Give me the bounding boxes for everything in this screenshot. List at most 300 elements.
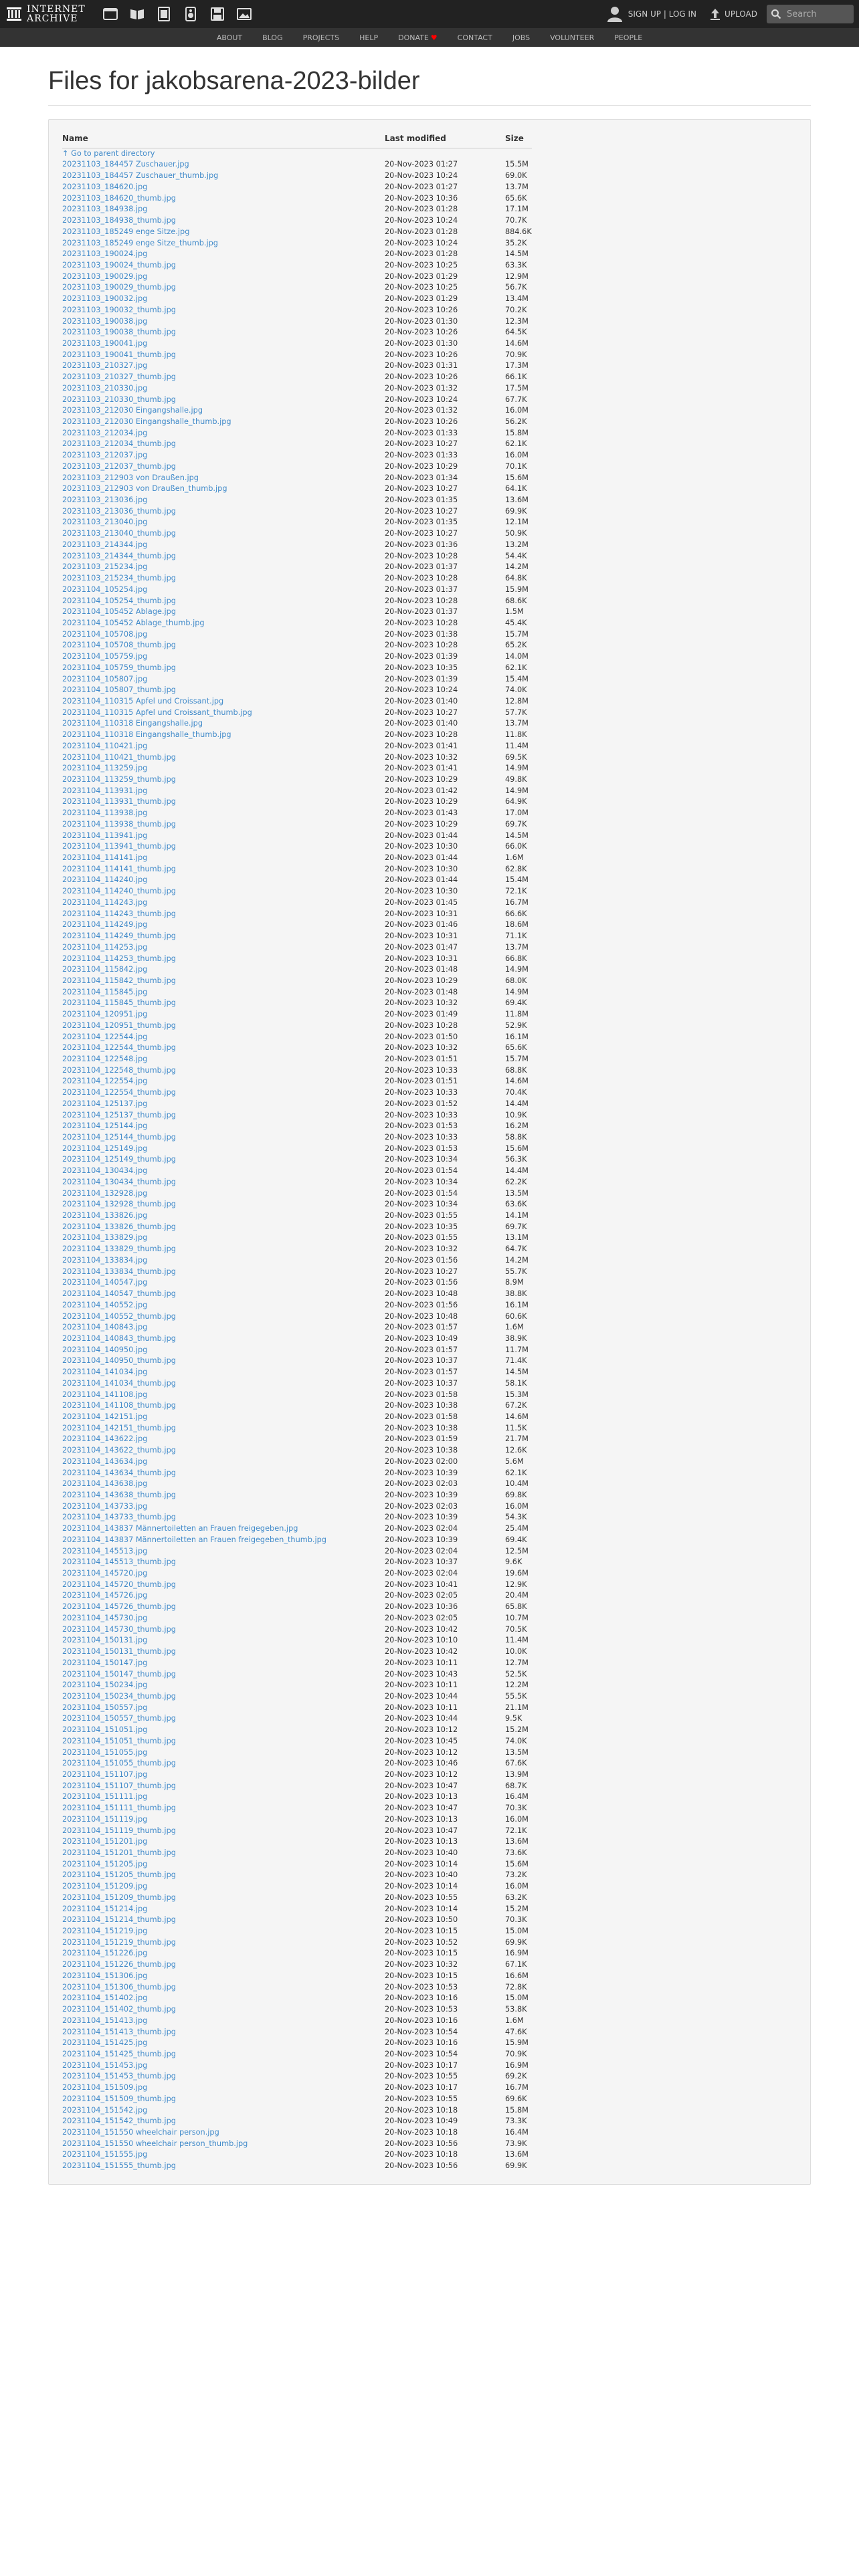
table-row (62, 897, 532, 909)
file-size: 69.4K (505, 998, 527, 1008)
file-link[interactable]: 20231104_151226_thumb.jpg (62, 1960, 176, 1969)
file-name-cell (62, 596, 385, 607)
file-link[interactable]: 20231104_133826.jpg (62, 1211, 148, 1220)
file-link[interactable]: 20231104_114253_thumb.jpg (62, 954, 176, 963)
file-link[interactable]: 20231103_212903 von Draußen.jpg (62, 473, 199, 482)
file-link[interactable]: 20231103_212034_thumb.jpg (62, 439, 176, 449)
web-icon[interactable] (102, 5, 119, 23)
file-link[interactable]: 20231104_114243_thumb.jpg (62, 909, 176, 918)
file-link[interactable]: 20231104_150557.jpg (62, 1703, 148, 1712)
table-row (62, 2127, 532, 2139)
file-link[interactable]: 20231103_213040.jpg (62, 518, 148, 527)
file-link[interactable]: 20231104_105708.jpg (62, 629, 148, 639)
table-row (62, 461, 532, 473)
file-link[interactable]: 20231104_141034_thumb.jpg (62, 1378, 176, 1388)
file-link[interactable]: 20231104_114249.jpg (62, 920, 148, 930)
file-link[interactable]: 20231104_151119.jpg (62, 1814, 148, 1824)
file-link[interactable]: 20231104_145730_thumb.jpg (62, 1624, 176, 1634)
file-link[interactable]: 20231104_105254_thumb.jpg (62, 596, 176, 605)
file-size: 14.9M (505, 965, 529, 974)
file-link[interactable]: 20231103_212037.jpg (62, 451, 148, 460)
file-link[interactable]: 20231104_122554_thumb.jpg (62, 1088, 176, 1097)
file-link[interactable]: 20231104_133829.jpg (62, 1233, 148, 1243)
file-link[interactable]: 20231104_151425_thumb.jpg (62, 2049, 176, 2058)
file-link[interactable]: 20231103_214344.jpg (62, 540, 148, 549)
file-modified: 20-Nov-2023 01:48 (385, 987, 458, 996)
file-link[interactable]: 20231104_145513_thumb.jpg (62, 1558, 176, 1567)
file-link[interactable]: 20231104_122544.jpg (62, 1032, 148, 1041)
search-box[interactable] (767, 5, 854, 23)
file-link[interactable]: 20231104_105759.jpg (62, 652, 148, 661)
file-link[interactable]: 20231104_110315 Apfel und Croissant_thumb.jpg (62, 708, 252, 717)
file-name-cell (62, 1893, 385, 1904)
file-link[interactable]: 20231104_151306_thumb.jpg (62, 1982, 176, 1992)
file-link[interactable]: 20231104_151051.jpg (62, 1725, 148, 1735)
file-link[interactable]: 20231104_122548.jpg (62, 1054, 148, 1063)
table-row (62, 551, 532, 562)
file-link[interactable]: 20231104_130434_thumb.jpg (62, 1177, 176, 1186)
file-link[interactable]: 20231104_140552.jpg (62, 1300, 148, 1309)
file-link[interactable]: 20231104_140843.jpg (62, 1323, 148, 1332)
file-modified: 20-Nov-2023 02:04 (385, 1524, 458, 1533)
table-row (62, 629, 532, 641)
file-link[interactable]: 20231104_140552_thumb.jpg (62, 1311, 176, 1321)
file-modified: 20-Nov-2023 01:35 (385, 496, 458, 505)
file-size: 66.6K (505, 909, 527, 918)
video-icon[interactable] (155, 5, 173, 23)
file-link[interactable]: 20231104_140843_thumb.jpg (62, 1333, 176, 1343)
file-link[interactable]: 20231104_151201.jpg (62, 1837, 148, 1846)
file-link[interactable]: 20231104_151542.jpg (62, 2105, 148, 2115)
file-name-cell (62, 428, 385, 439)
file-link[interactable]: 20231103_185249 enge Sitze_thumb.jpg (62, 238, 218, 247)
file-link[interactable]: 20231103_184938_thumb.jpg (62, 216, 176, 225)
nav-donate[interactable] (398, 33, 438, 42)
file-modified: 20-Nov-2023 01:51 (385, 1077, 458, 1086)
file-name-cell (62, 1848, 385, 1859)
file-link[interactable]: 20231104_105759_thumb.jpg (62, 663, 176, 672)
file-modified: 20-Nov-2023 10:30 (385, 887, 458, 896)
file-link[interactable]: 20231104_132928_thumb.jpg (62, 1200, 176, 1209)
file-link[interactable]: 20231104_151542_thumb.jpg (62, 2117, 176, 2126)
file-link[interactable]: 20231103_190024_thumb.jpg (62, 260, 176, 270)
file-link[interactable]: 20231103_190041_thumb.jpg (62, 350, 176, 359)
file-link[interactable]: 20231103_210327.jpg (62, 361, 148, 370)
file-modified: 20-Nov-2023 01:40 (385, 696, 458, 706)
file-link[interactable]: 20231103_190038_thumb.jpg (62, 328, 176, 337)
table-row (62, 730, 532, 741)
file-size: 15.6M (505, 473, 529, 482)
file-name-cell (62, 1792, 385, 1803)
file-size: 10.4M (505, 1479, 529, 1489)
file-link[interactable]: 20231104_130434.jpg (62, 1166, 148, 1176)
file-modified: 20-Nov-2023 10:15 (385, 1971, 458, 1980)
file-link[interactable]: 20231104_110421.jpg (62, 741, 148, 750)
file-name-cell (62, 1959, 385, 1971)
file-name-cell (62, 238, 385, 249)
file-name-cell (62, 1781, 385, 1792)
file-link[interactable]: 20231104_143837 Männertoiletten an Frauen freigegeben_thumb.jpg (62, 1535, 326, 1544)
file-link[interactable]: 20231104_142151.jpg (62, 1412, 148, 1421)
table-row (62, 573, 532, 584)
file-link[interactable]: 20231104_140547_thumb.jpg (62, 1289, 176, 1299)
file-link[interactable]: 20231104_151219.jpg (62, 1927, 148, 1936)
file-size: 15.0M (505, 1927, 529, 1936)
file-link[interactable]: 20231103_184457 Zuschauer_thumb.jpg (62, 171, 219, 181)
table-row (62, 1244, 532, 1255)
file-size: 74.0K (505, 685, 527, 695)
file-name-cell (62, 439, 385, 450)
file-link[interactable]: 20231104_141108_thumb.jpg (62, 1401, 176, 1410)
file-link[interactable]: 20231104_114141_thumb.jpg (62, 864, 176, 873)
file-link[interactable]: 20231104_150131.jpg (62, 1636, 148, 1645)
file-name-cell (62, 1244, 385, 1255)
file-link[interactable]: 20231104_151205.jpg (62, 1859, 148, 1868)
file-link[interactable]: 20231104_151051_thumb.jpg (62, 1736, 176, 1745)
table-row (62, 596, 532, 607)
file-link[interactable]: 20231104_145513.jpg (62, 1546, 148, 1555)
table-row (62, 193, 532, 205)
file-link[interactable]: 20231104_150557_thumb.jpg (62, 1714, 176, 1723)
table-row (62, 584, 532, 596)
file-link[interactable]: 20231103_212034.jpg (62, 428, 148, 437)
file-link[interactable]: 20231103_215234_thumb.jpg (62, 574, 176, 583)
file-size: 20.4M (505, 1591, 529, 1600)
file-link[interactable]: 20231103_213040_thumb.jpg (62, 529, 176, 538)
file-link[interactable]: 20231104_105807_thumb.jpg (62, 685, 176, 695)
file-link[interactable]: 20231104_143837 Männertoiletten an Frauen freigegeben.jpg (62, 1524, 298, 1533)
table-row (62, 819, 532, 831)
table-row (62, 1512, 532, 1523)
table-row (62, 1948, 532, 1959)
file-link[interactable]: 20231103_212037_thumb.jpg (62, 461, 176, 471)
file-link[interactable]: 20231103_212030 Eingangshalle_thumb.jpg (62, 417, 231, 426)
file-link[interactable]: 20231104_143622_thumb.jpg (62, 1446, 176, 1455)
file-link[interactable]: 20231103_210330.jpg (62, 383, 148, 393)
file-link[interactable]: 20231104_114240.jpg (62, 875, 148, 885)
file-link[interactable]: 20231104_151402_thumb.jpg (62, 2005, 176, 2014)
file-link[interactable]: 20231104_151107.jpg (62, 1769, 148, 1779)
file-link[interactable]: 20231104_150147.jpg (62, 1658, 148, 1667)
audio-icon[interactable] (182, 5, 199, 23)
table-row (62, 2082, 532, 2094)
nav-help[interactable]: HELP (359, 33, 379, 42)
file-link[interactable]: 20231104_145726_thumb.jpg (62, 1602, 176, 1612)
file-name-cell (62, 182, 385, 193)
file-link[interactable]: 20231104_151453.jpg (62, 2060, 148, 2070)
file-link[interactable]: 20231104_151055_thumb.jpg (62, 1759, 176, 1768)
file-link[interactable]: 20231104_125149_thumb.jpg (62, 1155, 176, 1164)
file-link[interactable]: 20231104_141108.jpg (62, 1390, 148, 1399)
texts-icon[interactable] (128, 5, 146, 23)
file-link[interactable]: 20231104_105254.jpg (62, 584, 148, 594)
table-row (62, 696, 532, 708)
file-link[interactable]: 20231104_150234.jpg (62, 1681, 148, 1690)
file-link[interactable]: 20231103_210330_thumb.jpg (62, 395, 176, 404)
file-link[interactable]: 20231104_115842.jpg (62, 965, 148, 974)
logo-text-line2: ARCHIVE (27, 13, 78, 24)
file-link[interactable]: 20231104_105452 Ablage.jpg (62, 607, 177, 617)
table-row (62, 1535, 532, 1546)
column-header-size[interactable]: Size (505, 132, 532, 148)
file-link[interactable]: 20231104_125137_thumb.jpg (62, 1110, 176, 1119)
file-link[interactable]: 20231104_151509.jpg (62, 2083, 148, 2092)
file-link[interactable]: 20231104_132928.jpg (62, 1188, 148, 1198)
file-link[interactable]: 20231104_151555_thumb.jpg (62, 2161, 176, 2171)
file-link[interactable]: 20231104_133826_thumb.jpg (62, 1222, 176, 1231)
file-link[interactable]: 20231104_151055.jpg (62, 1747, 148, 1757)
file-modified: 20-Nov-2023 01:37 (385, 562, 458, 572)
nav-people[interactable]: PEOPLE (614, 33, 643, 42)
file-link[interactable]: 20231104_105807.jpg (62, 674, 148, 683)
nav-contact[interactable]: CONTACT (457, 33, 492, 42)
file-link[interactable]: 20231104_113931.jpg (62, 786, 148, 795)
file-link[interactable]: 20231104_125149.jpg (62, 1144, 148, 1153)
file-size: 62.1K (505, 663, 527, 672)
file-link[interactable]: 20231104_143634.jpg (62, 1457, 148, 1466)
file-link[interactable]: 20231104_145720.jpg (62, 1569, 148, 1578)
table-row (62, 1937, 532, 1949)
file-link[interactable]: 20231104_140547.jpg (62, 1278, 148, 1287)
file-link[interactable]: 20231103_190041.jpg (62, 338, 148, 348)
file-modified: 20-Nov-2023 10:28 (385, 551, 458, 560)
file-link[interactable]: 20231104_151402.jpg (62, 1994, 148, 2003)
table-row (62, 1434, 532, 1445)
file-link[interactable]: 20231104_114249_thumb.jpg (62, 932, 176, 941)
file-name-cell (62, 1870, 385, 1881)
file-name-cell (62, 1445, 385, 1457)
file-link[interactable]: 20231104_151425.jpg (62, 2038, 148, 2048)
file-link[interactable]: 20231104_125144_thumb.jpg (62, 1133, 176, 1142)
file-name-cell (62, 1132, 385, 1144)
file-link[interactable]: 20231104_105708_thumb.jpg (62, 641, 176, 650)
file-link[interactable]: 20231104_151550 wheelchair person_thumb.jpg (62, 2139, 248, 2148)
file-size: 9.5K (505, 1714, 522, 1723)
file-link[interactable]: 20231104_113938.jpg (62, 809, 148, 818)
file-size: 13.2M (505, 540, 529, 549)
file-link[interactable]: 20231104_150147_thumb.jpg (62, 1669, 176, 1679)
table-row (62, 1199, 532, 1210)
file-link[interactable]: 20231104_151119_thumb.jpg (62, 1826, 176, 1835)
file-name-cell (62, 819, 385, 831)
file-link[interactable]: 20231104_114243.jpg (62, 897, 148, 907)
file-link[interactable]: 20231104_151107_thumb.jpg (62, 1781, 176, 1790)
file-link[interactable]: 20231103_210327_thumb.jpg (62, 372, 176, 382)
file-link[interactable]: 20231104_115845_thumb.jpg (62, 998, 176, 1008)
file-link[interactable]: 20231104_143733_thumb.jpg (62, 1513, 176, 1522)
signup-login-link[interactable]: SIGN UP | LOG IN (628, 9, 697, 19)
file-link[interactable]: 20231103_190032.jpg (62, 294, 148, 304)
table-row (62, 1076, 532, 1087)
internet-archive-logo[interactable] (5, 5, 86, 23)
file-size: 62.2K (505, 1177, 527, 1186)
file-name-cell (62, 1423, 385, 1434)
file-link[interactable]: 20231104_143622.jpg (62, 1434, 148, 1444)
table-row (62, 294, 532, 305)
table-row (62, 741, 532, 752)
table-row (62, 1893, 532, 1904)
file-link[interactable]: 20231103_213036_thumb.jpg (62, 506, 176, 516)
file-size: 15.2M (505, 1904, 529, 1913)
table-row (62, 1154, 532, 1166)
file-link[interactable]: 20231103_213036.jpg (62, 496, 148, 505)
file-link[interactable]: 20231104_151214_thumb.jpg (62, 1915, 176, 1925)
file-name-cell (62, 1881, 385, 1893)
table-row (62, 1367, 532, 1378)
file-link[interactable]: 20231104_151509_thumb.jpg (62, 2094, 176, 2103)
file-link[interactable]: 20231104_145726.jpg (62, 1591, 148, 1600)
file-link[interactable]: 20231104_151201_thumb.jpg (62, 1848, 176, 1857)
file-name-cell (62, 2161, 385, 2172)
file-link[interactable]: 20231104_105452 Ablage_thumb.jpg (62, 618, 205, 627)
nav-volunteer[interactable]: VOLUNTEER (550, 33, 595, 42)
file-link[interactable]: 20231104_151413_thumb.jpg (62, 2027, 176, 2036)
file-link[interactable]: 20231103_184457 Zuschauer.jpg (62, 160, 189, 169)
file-link[interactable]: 20231104_122548_thumb.jpg (62, 1065, 176, 1075)
file-link[interactable]: 20231104_113941_thumb.jpg (62, 842, 176, 851)
file-link[interactable]: 20231103_184938.jpg (62, 205, 148, 214)
column-header-name[interactable]: Name (62, 132, 385, 148)
file-name-cell (62, 964, 385, 976)
file-link[interactable]: 20231104_113941.jpg (62, 831, 148, 840)
file-link[interactable]: 20231104_151111_thumb.jpg (62, 1804, 176, 1813)
file-modified: 20-Nov-2023 10:53 (385, 2005, 458, 2014)
table-row (62, 1232, 532, 1244)
file-link[interactable]: 20231104_133829_thumb.jpg (62, 1245, 176, 1254)
file-modified: 20-Nov-2023 10:29 (385, 976, 458, 985)
file-link[interactable]: 20231104_151453_thumb.jpg (62, 2072, 176, 2081)
file-link[interactable]: 20231104_115845.jpg (62, 987, 148, 996)
file-link[interactable]: 20231104_151209.jpg (62, 1882, 148, 1891)
file-size: 70.7K (505, 216, 527, 225)
table-row (62, 1836, 532, 1848)
file-link[interactable]: 20231104_122554.jpg (62, 1077, 148, 1086)
file-link[interactable]: 20231103_190029.jpg (62, 272, 148, 281)
file-name-cell (62, 1434, 385, 1445)
file-link[interactable]: 20231104_142151_thumb.jpg (62, 1423, 176, 1432)
file-link[interactable]: 20231103_190038.jpg (62, 316, 148, 326)
file-link[interactable]: 20231104_140950.jpg (62, 1345, 148, 1354)
file-link[interactable]: 20231103_215234.jpg (62, 562, 148, 572)
file-link[interactable]: 20231104_113259.jpg (62, 764, 148, 773)
file-link[interactable]: 20231104_125144.jpg (62, 1121, 148, 1131)
file-link[interactable]: 20231104_140950_thumb.jpg (62, 1356, 176, 1366)
file-link[interactable]: 20231104_133834_thumb.jpg (62, 1267, 176, 1276)
table-row (62, 674, 532, 685)
file-link[interactable]: 20231103_184620_thumb.jpg (62, 193, 176, 203)
file-link[interactable]: 20231104_114253.jpg (62, 942, 148, 952)
file-link[interactable]: 20231103_190024.jpg (62, 249, 148, 259)
user-menu[interactable] (605, 5, 696, 23)
search-icon (771, 9, 781, 19)
file-link[interactable]: 20231104_143638.jpg (62, 1479, 148, 1489)
file-link[interactable]: 20231104_110318 Eingangshalle_thumb.jpg (62, 730, 231, 740)
file-name-cell (62, 841, 385, 853)
file-link[interactable]: 20231104_150234_thumb.jpg (62, 1691, 176, 1701)
file-name-cell (62, 2071, 385, 2082)
file-link[interactable]: 20231104_151306.jpg (62, 1971, 148, 1980)
file-link[interactable]: 20231103_190032_thumb.jpg (62, 305, 176, 314)
file-modified: 20-Nov-2023 01:57 (385, 1323, 458, 1332)
file-size: 16.9M (505, 2060, 529, 2070)
file-link[interactable]: 20231104_114141.jpg (62, 853, 148, 863)
file-modified: 20-Nov-2023 10:31 (385, 932, 458, 941)
file-link[interactable]: 20231104_151226.jpg (62, 1949, 148, 1958)
file-size: 45.4K (505, 618, 527, 627)
file-link[interactable]: 20231104_150131_thumb.jpg (62, 1647, 176, 1656)
file-modified: 20-Nov-2023 10:11 (385, 1681, 458, 1690)
file-link[interactable]: 20231103_212030 Eingangshalle.jpg (62, 406, 203, 415)
file-link[interactable]: 20231104_125137.jpg (62, 1099, 148, 1108)
file-name-cell (62, 338, 385, 350)
file-link[interactable]: 20231104_143733.jpg (62, 1501, 148, 1511)
file-size: 47.6K (505, 2027, 527, 2036)
file-name-cell (62, 730, 385, 741)
nav-projects[interactable]: PROJECTS (302, 33, 340, 42)
file-link[interactable]: 20231103_190029_thumb.jpg (62, 283, 176, 292)
file-size: 15.4M (505, 875, 529, 885)
file-name-cell (62, 249, 385, 260)
file-link[interactable]: 20231104_110318 Eingangshalle.jpg (62, 719, 203, 728)
upload-button[interactable] (708, 7, 757, 21)
file-modified: 20-Nov-2023 10:18 (385, 2150, 458, 2159)
file-link[interactable]: 20231104_115842_thumb.jpg (62, 976, 176, 985)
file-size: 15.6M (505, 1144, 529, 1153)
file-link[interactable]: 20231104_120951_thumb.jpg (62, 1021, 176, 1030)
column-header-modified[interactable]: Last modified (385, 132, 505, 148)
file-link[interactable]: 20231104_151111.jpg (62, 1792, 148, 1802)
search-input[interactable] (785, 9, 846, 20)
file-link[interactable]: 20231104_145720_thumb.jpg (62, 1580, 176, 1589)
file-link[interactable]: 20231103_185249 enge Sitze.jpg (62, 227, 190, 236)
file-link[interactable]: 20231104_113938_thumb.jpg (62, 819, 176, 829)
file-link[interactable]: 20231104_151550 wheelchair person.jpg (62, 2127, 219, 2137)
file-link[interactable]: 20231104_151209_thumb.jpg (62, 1893, 176, 1902)
file-name-cell (62, 808, 385, 819)
file-link[interactable]: 20231104_143638_thumb.jpg (62, 1491, 176, 1499)
file-link[interactable]: 20231104_151555.jpg (62, 2150, 148, 2159)
file-link[interactable]: 20231104_114240_thumb.jpg (62, 887, 176, 896)
file-link[interactable]: 20231104_113931_thumb.jpg (62, 797, 176, 807)
file-link[interactable]: 20231103_214344_thumb.jpg (62, 551, 176, 560)
file-link[interactable]: 20231104_151214.jpg (62, 1904, 148, 1913)
file-link[interactable]: 20231103_212903 von Draußen_thumb.jpg (62, 484, 227, 494)
file-modified: 20-Nov-2023 01:32 (385, 406, 458, 415)
file-link[interactable]: 20231104_110315 Apfel und Croissant.jpg (62, 696, 224, 706)
nav-about[interactable]: ABOUT (216, 33, 243, 42)
software-icon[interactable] (209, 5, 226, 23)
file-link[interactable]: 20231104_122544_thumb.jpg (62, 1043, 176, 1053)
file-link[interactable]: 20231104_141034.jpg (62, 1368, 148, 1377)
file-modified: 20-Nov-2023 10:28 (385, 641, 458, 650)
file-link[interactable]: 20231104_151413.jpg (62, 2016, 148, 2025)
file-link[interactable]: 20231104_151205_thumb.jpg (62, 1870, 176, 1880)
nav-jobs[interactable]: JOBS (512, 33, 531, 42)
file-link[interactable]: 20231104_120951.jpg (62, 1010, 148, 1019)
file-link[interactable]: 20231104_133834.jpg (62, 1255, 148, 1265)
file-link[interactable]: 20231104_145730.jpg (62, 1613, 148, 1622)
nav-blog[interactable]: BLOG (262, 33, 283, 42)
file-modified: 20-Nov-2023 10:13 (385, 1814, 458, 1824)
file-link[interactable]: 20231104_113259_thumb.jpg (62, 775, 176, 784)
file-link[interactable]: 20231104_110421_thumb.jpg (62, 752, 176, 762)
file-size: 13.7M (505, 719, 529, 728)
file-link[interactable]: 20231104_151219_thumb.jpg (62, 1937, 176, 1947)
images-icon[interactable] (235, 5, 253, 23)
file-link[interactable]: 20231103_184620.jpg (62, 182, 148, 191)
file-link[interactable]: 20231104_143634_thumb.jpg (62, 1468, 176, 1477)
parent-directory-link[interactable] (62, 149, 155, 158)
